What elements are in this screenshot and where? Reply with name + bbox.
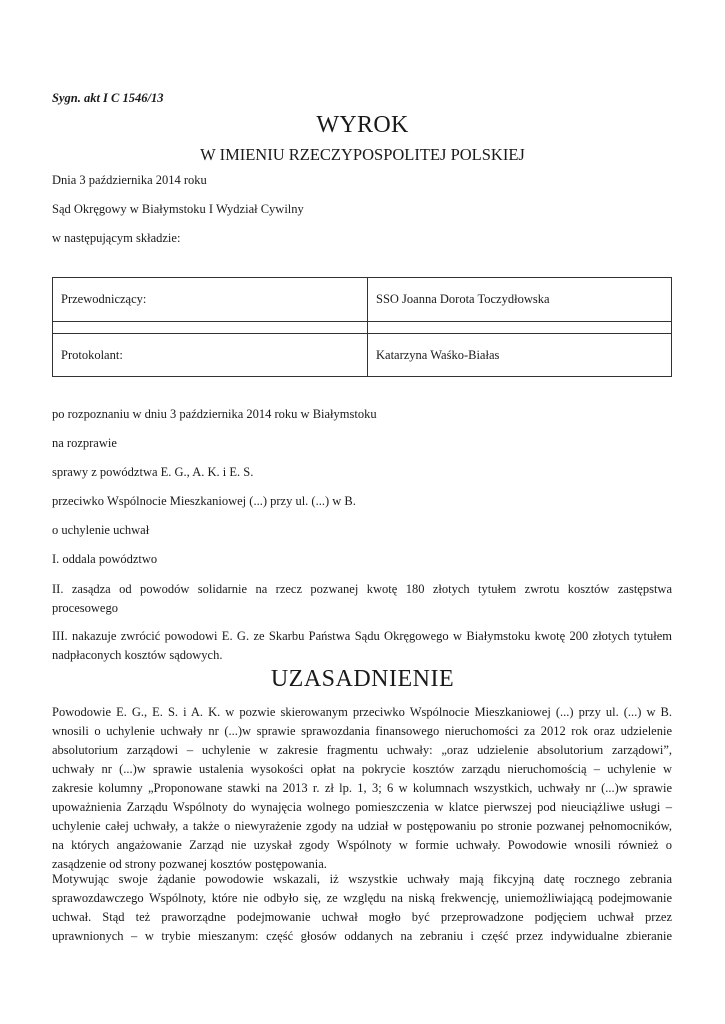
justification-paragraph-1: [52, 703, 672, 874]
role-cell: Protokolant:: [53, 334, 368, 377]
court-composition-table: [52, 277, 672, 377]
table-row: [53, 322, 672, 334]
name-cell: Katarzyna Waśko-Białas: [368, 334, 672, 377]
case-number: Sygn. akt I C 1546/13: [52, 91, 164, 105]
paragraph-line: uchylenie całej uchwały, a także o niewyrażenie zgody na udział w postępowaniu po stronie pozwanej pełnomocników,: [52, 819, 672, 833]
justification-paragraph-2: [52, 870, 672, 946]
paragraph-line: sprawozdawczego Wspólnoty, które nie odbyło się, ze względu na niską frekwencję, uniemożliwiającą podejmowanie: [52, 891, 672, 905]
paragraph-line: uprawnionych – w trybie mieszanym: część głosów oddanych na zebraniu i część przez indywidualne zbieranie: [52, 929, 672, 943]
paragraph-line: wnosili o uchylenie uchwały nr (...)w sprawie sprawozdania finansowego nieruchomości za 2012 rok oraz udzielenie: [52, 724, 672, 738]
proceedings-subject: o uchylenie uchwał: [52, 523, 150, 537]
paragraph-line: II. zasądza od powodów solidarnie na rzecz pozwanej kwotę 180 złotych tytułem zwrotu kosztów zastępstwa: [52, 582, 672, 596]
paragraph-line: Motywując swoje żądanie powodowie wskazali, iż wszystkie uchwały mają fikcyjną datę rocznego zebrania: [52, 872, 672, 886]
role-cell: [53, 322, 368, 334]
table-row: [53, 334, 672, 377]
paragraph-line: zasądzenie od strony pozwanej kosztów postępowania.: [52, 857, 327, 871]
paragraph-line: zakresie kolumny „Proponowane stawki na 2013 r. zł lp. 1, 3; 6 w kolumnach wszystkich, uchwały nr (...)w sprawie: [52, 781, 672, 795]
paragraph-line: uchwały nr (...)w sprawie ustalenia wysokości opłat na pokrycie kosztów zarządu nieruchomością – uchylenie w: [52, 762, 672, 776]
proceedings-against: przeciwko Wspólnocie Mieszkaniowej (...) przy ul. (...) w B.: [52, 494, 356, 508]
verdict-point-2: [52, 580, 672, 618]
composition-intro: w następującym składzie:: [52, 231, 181, 245]
proceedings-examined: po rozpoznaniu w dniu 3 października 2014 roku w Białymstoku: [52, 407, 377, 421]
paragraph-line: III. nakazuje zwrócić powodowi E. G. ze Skarbu Państwa Sądu Okręgowego w Białymstoku kwotę 200 złotych tytułem: [52, 629, 672, 643]
name-cell: [368, 322, 672, 334]
paragraph-line: nadpłaconych kosztów sądowych.: [52, 648, 223, 662]
paragraph-line: procesowego: [52, 601, 118, 615]
table-row: [53, 278, 672, 322]
paragraph-line: uchwał. Stąd też praworządne podejmowanie uchwał mogło być przeprowadzone podjęciem uchwał przez: [52, 910, 672, 924]
role-cell: Przewodniczący:: [53, 278, 368, 322]
document-title: WYROK: [316, 112, 409, 138]
verdict-point-3: [52, 627, 672, 665]
proceedings-case: sprawy z powództwa E. G., A. K. i E. S.: [52, 465, 254, 479]
verdict-point-1: I. oddala powództwo: [52, 552, 158, 566]
paragraph-line: Powodowie E. G., E. S. i A. K. w pozwie skierowanym przeciwko Wspólnocie Mieszkaniowej (...) przy ul. (...) w B.: [52, 705, 672, 719]
name-cell: SSO Joanna Dorota Toczydłowska: [368, 278, 672, 322]
proceedings-hearing: na rozprawie: [52, 436, 117, 450]
paragraph-line: upoważnienia Zarządu Wspólnoty do wynajęcia wolnego pomieszczenia w klatce pierwszej pod nieuciążliwe usługi –: [52, 800, 672, 814]
paragraph-line: absolutorium zarządowi – uchylenie w zakresie fragmentu uchwały: „oraz udzielenie absolutorium zarządowi”,: [52, 743, 672, 757]
justification-heading: UZASADNIENIE: [270, 666, 455, 692]
paragraph-line: na których angażowanie Zarząd nie uzyskał zgody Wspólnoty w formie uchwały. Powodowie wnosili również o: [52, 838, 672, 852]
court-name: Sąd Okręgowy w Białymstoku I Wydział Cywilny: [52, 202, 304, 216]
document-subtitle: W IMIENIU RZECZYPOSPOLITEJ POLSKIEJ: [200, 145, 525, 164]
verdict-date: Dnia 3 października 2014 roku: [52, 173, 207, 187]
